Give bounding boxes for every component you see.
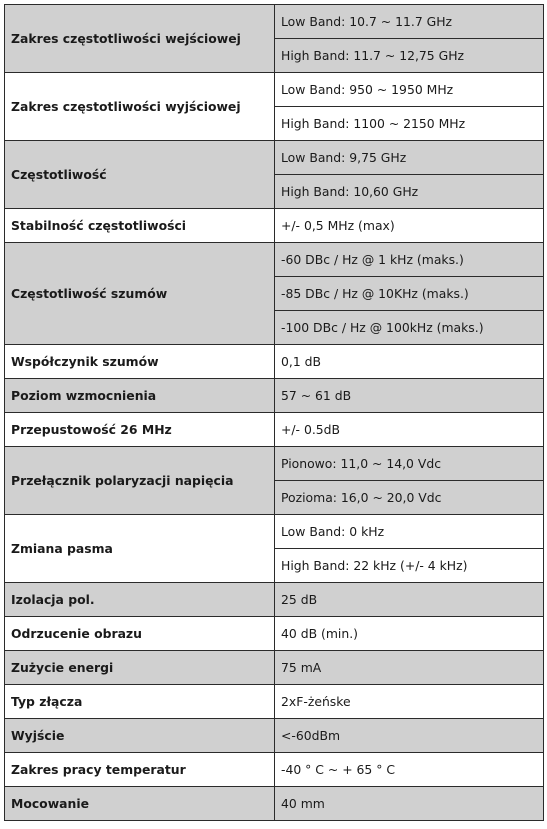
spec-label: Przepustowość 26 MHz	[5, 413, 275, 447]
spec-label: Częstotliwość szumów	[5, 243, 275, 345]
spec-label: Odrzucenie obrazu	[5, 617, 275, 651]
spec-row	[5, 345, 544, 379]
spec-value: Low Band: 10.7 ~ 11.7 GHz	[275, 5, 544, 39]
spec-row	[5, 141, 544, 175]
spec-row	[5, 583, 544, 617]
spec-value: -60 DBc / Hz @ 1 kHz (maks.)	[275, 243, 544, 277]
spec-label: Zakres pracy temperatur	[5, 753, 275, 787]
spec-row	[5, 209, 544, 243]
spec-label: Przełącznik polaryzacji napięcia	[5, 447, 275, 515]
spec-value: 40 mm	[275, 787, 544, 821]
spec-value: Low Band: 0 kHz	[275, 515, 544, 549]
spec-row	[5, 651, 544, 685]
spec-label: Współczynik szumów	[5, 345, 275, 379]
spec-value: 2xF-żeńske	[275, 685, 544, 719]
spec-row	[5, 753, 544, 787]
spec-value: Pionowo: 11,0 ~ 14,0 Vdc	[275, 447, 544, 481]
spec-value: Low Band: 9,75 GHz	[275, 141, 544, 175]
spec-label: Poziom wzmocnienia	[5, 379, 275, 413]
spec-value: -100 DBc / Hz @ 100kHz (maks.)	[275, 311, 544, 345]
spec-label: Mocowanie	[5, 787, 275, 821]
spec-label: Zużycie energi	[5, 651, 275, 685]
spec-value: <-60dBm	[275, 719, 544, 753]
spec-value: High Band: 10,60 GHz	[275, 175, 544, 209]
spec-row	[5, 685, 544, 719]
spec-value: Low Band: 950 ~ 1950 MHz	[275, 73, 544, 107]
spec-row	[5, 73, 544, 107]
spec-row	[5, 787, 544, 821]
spec-value: 25 dB	[275, 583, 544, 617]
spec-value: -40 ° C ~ + 65 ° C	[275, 753, 544, 787]
specification-table	[4, 4, 544, 821]
spec-row	[5, 379, 544, 413]
spec-value: 75 mA	[275, 651, 544, 685]
spec-label: Zmiana pasma	[5, 515, 275, 583]
spec-label: Stabilność częstotliwości	[5, 209, 275, 243]
spec-label: Izolacja pol.	[5, 583, 275, 617]
spec-value: High Band: 22 kHz (+/- 4 kHz)	[275, 549, 544, 583]
specification-table-body	[5, 5, 544, 821]
spec-value: +/- 0.5dB	[275, 413, 544, 447]
spec-value: 0,1 dB	[275, 345, 544, 379]
spec-row	[5, 5, 544, 39]
spec-value: 57 ~ 61 dB	[275, 379, 544, 413]
spec-row	[5, 719, 544, 753]
spec-value: Pozioma: 16,0 ~ 20,0 Vdc	[275, 481, 544, 515]
spec-row	[5, 515, 544, 549]
spec-value: 40 dB (min.)	[275, 617, 544, 651]
spec-label: Typ złącza	[5, 685, 275, 719]
spec-row	[5, 243, 544, 277]
spec-row	[5, 447, 544, 481]
spec-label: Zakres częstotliwości wyjściowej	[5, 73, 275, 141]
spec-row	[5, 413, 544, 447]
spec-label: Częstotliwość	[5, 141, 275, 209]
spec-value: -85 DBc / Hz @ 10KHz (maks.)	[275, 277, 544, 311]
spec-row	[5, 617, 544, 651]
spec-label: Zakres częstotliwości wejściowej	[5, 5, 275, 73]
spec-value: High Band: 11.7 ~ 12,75 GHz	[275, 39, 544, 73]
spec-label: Wyjście	[5, 719, 275, 753]
spec-value: +/- 0,5 MHz (max)	[275, 209, 544, 243]
spec-value: High Band: 1100 ~ 2150 MHz	[275, 107, 544, 141]
